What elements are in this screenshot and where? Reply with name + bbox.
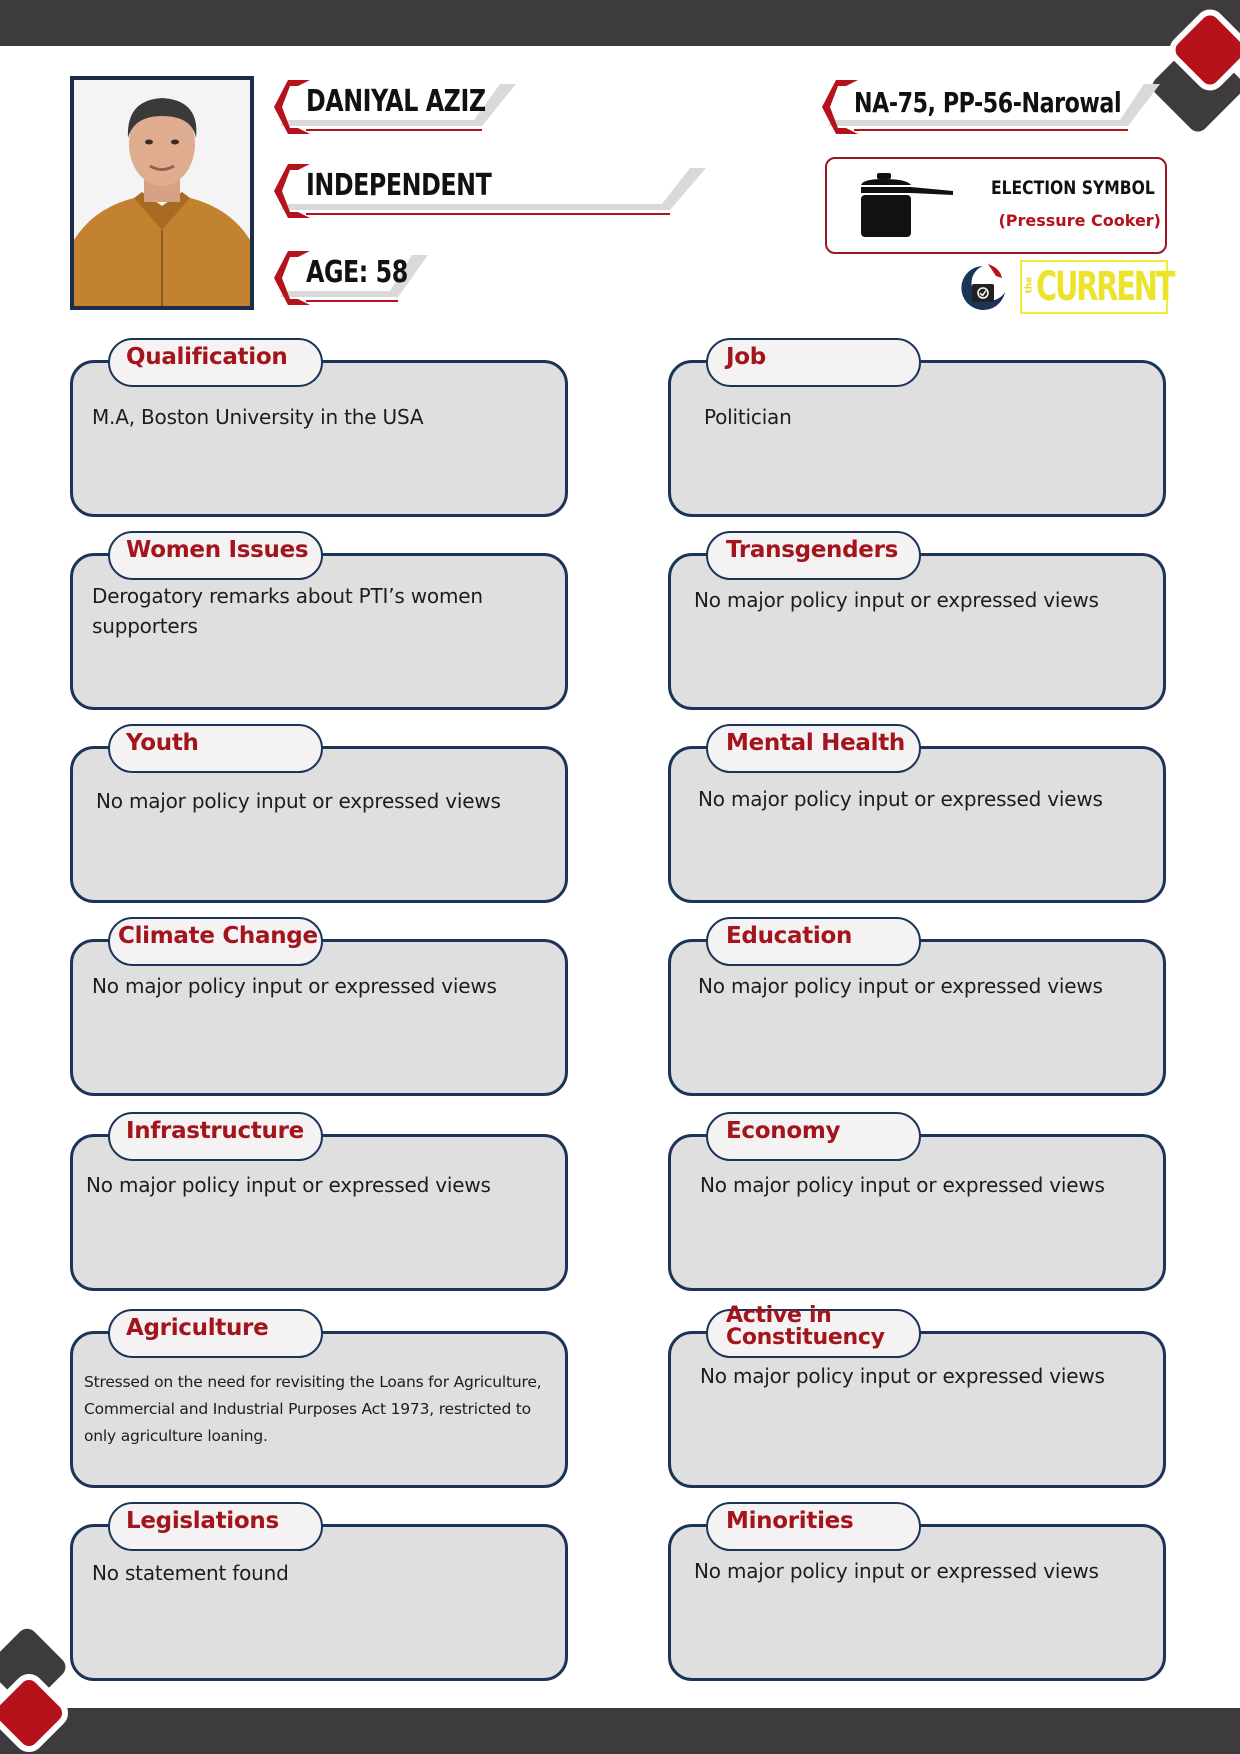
election-symbol-box [825,157,1167,254]
bottom-bar [0,1708,1240,1754]
top-bar [0,0,1240,46]
card-title: Minorities [726,1508,854,1534]
card-active-in-constituency [668,1303,1166,1488]
card-text: No major policy input or expressed views [694,588,1099,612]
card-title: Women Issues [126,537,309,563]
the-current-logo-prefix: the [1024,276,1035,294]
election-ballot-logo-icon [958,262,1008,314]
constituency-tag [818,76,1163,138]
pressure-cooker-icon [855,171,955,239]
candidate-portrait [74,80,250,306]
card-text: No major policy input or expressed views [92,974,497,998]
card-economy [668,1118,1166,1291]
card-text: No major policy input or expressed views [96,789,501,813]
card-title: Mental Health [726,730,905,756]
card-title: Legislations [126,1508,279,1534]
the-current-logo [1020,260,1174,314]
card-title: Agriculture [126,1315,269,1341]
card-text: No major policy input or expressed views [694,1559,1099,1583]
card-text: No major policy input or expressed views [86,1173,491,1197]
card-text: No major policy input or expressed views [700,1173,1105,1197]
card-title: Climate Change [118,923,318,949]
card-text: Politician [704,405,792,429]
card-text: No statement found [92,1561,289,1585]
card-text: Derogatory remarks about PTI’s women supporters [92,584,483,638]
card-climate-change [70,923,568,1096]
candidate-name-tag [270,76,520,138]
card-mental-health [668,730,1166,903]
constituency: NA-75, PP-56-Narowal [854,86,1122,119]
card-agriculture [70,1315,568,1488]
card-text: No major policy input or expressed views [698,974,1103,998]
card-title: Active in Constituency [726,1303,885,1350]
candidate-photo [70,76,254,310]
candidate-party: INDEPENDENT [306,168,492,203]
card-infrastructure [70,1118,568,1291]
card-legislations [70,1508,568,1681]
card-youth [70,730,568,903]
party-tag [270,160,710,222]
card-education [668,923,1166,1096]
top-right-corner-decoration [1150,0,1240,140]
card-title: Qualification [126,344,288,370]
card-text: Stressed on the need for revisiting the Loans for Agriculture, Commercial and Industrial Purposes Act 1973, restricted to only agriculture loaning. [84,1373,542,1445]
card-title: Transgenders [726,537,899,563]
election-symbol-name: (Pressure Cooker) [998,211,1161,230]
card-title: Education [726,923,853,949]
candidate-name: DANIYAL AZIZ [306,84,486,119]
card-job [668,344,1166,517]
card-title: Infrastructure [126,1118,304,1144]
card-qualification [70,344,568,517]
card-text: M.A, Boston University in the USA [92,405,424,429]
age-tag [270,247,430,309]
card-title: Economy [726,1118,841,1144]
card-text: No major policy input or expressed views [700,1364,1105,1388]
card-title: Job [726,344,766,370]
card-transgenders [668,537,1166,710]
card-text: No major policy input or expressed views [698,787,1103,811]
card-women-issues [70,537,568,710]
card-minorities [668,1508,1166,1681]
card-title: Youth [126,730,199,756]
candidate-age: AGE: 58 [306,255,408,290]
election-symbol-label: ELECTION SYMBOL [991,177,1155,199]
the-current-logo-text: CURRENT [1036,264,1174,310]
